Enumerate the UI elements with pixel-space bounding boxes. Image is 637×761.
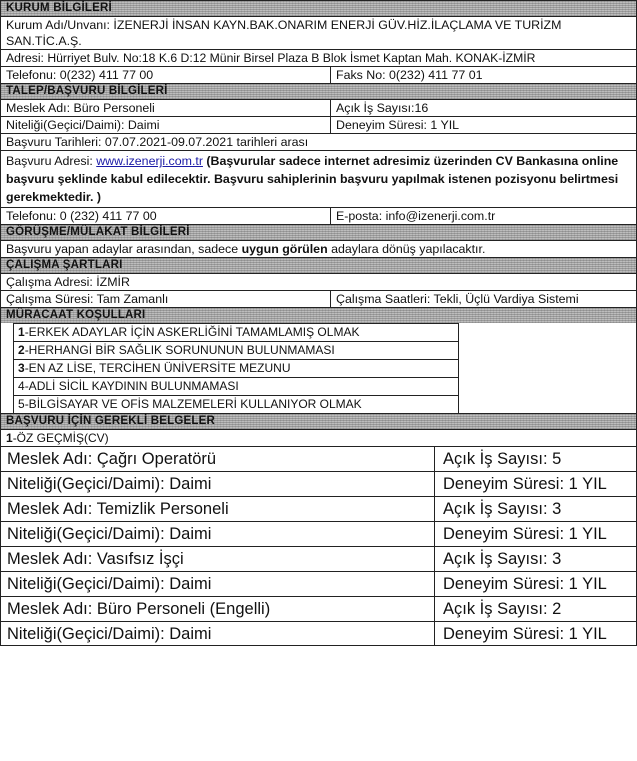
gorusme-text xyxy=(0,240,637,257)
muracaat-item: 2-HERHANGİ BİR SAĞLIK SORUNUNUN BULUNMAMASI xyxy=(13,341,459,359)
talep-meslek: Meslek Adı: Büro Personeli xyxy=(1,100,331,116)
position-deneyim: Deneyim Süresi: 1 YIL xyxy=(443,475,607,493)
section-header-muracaat: MÜRACAAT KOŞULLARI xyxy=(0,307,637,323)
muracaat-item: 5-BİLGİSAYAR VE OFİS MALZEMELERİ KULLANIYOR OLMAK xyxy=(13,395,459,413)
section-header-kurum: KURUM BİLGİLERİ xyxy=(0,0,637,16)
position-2-row-2 xyxy=(0,521,637,546)
position-3-row-2 xyxy=(0,571,637,596)
talep-tarihler: Başvuru Tarihleri: 07.07.2021-09.07.2021 tarihleri arası xyxy=(0,133,637,150)
calisma-saatler: Çalışma Saatleri: Tekli, Üçlü Vardiya Sistemi xyxy=(336,292,579,306)
talep-adres-note: (Başvurular sadece internet adresimiz üzerinden CV Bankasına online başvuru şeklinde kabul edilecektir. Başvuru sahiplerinin başvuru yapılmak istenen pozisyonu belirtmesi gerekmektedir. ) xyxy=(6,154,619,204)
section-header-talep: TALEP/BAŞVURU BİLGİLERİ xyxy=(0,83,637,99)
gorusme-text-bold: uygun görülen xyxy=(241,242,328,256)
position-4-row-2 xyxy=(0,621,637,646)
talep-nitelik: Niteliği(Geçici/Daimi): Daimi xyxy=(1,117,331,133)
position-4-row-1 xyxy=(0,596,637,621)
position-nitelik: Niteliği(Geçici/Daimi): Daimi xyxy=(1,622,435,645)
talep-adres-label: Başvuru Adresi: xyxy=(6,154,93,168)
calisma-adres: Çalışma Adresi: İZMİR xyxy=(0,273,637,290)
muracaat-item: 1-ERKEK ADAYLAR İÇİN ASKERLİĞİNİ TAMAMLAMIŞ OLMAK xyxy=(13,323,459,341)
position-nitelik: Niteliği(Geçici/Daimi): Daimi xyxy=(1,522,435,546)
position-acik: Açık İş Sayısı: 3 xyxy=(443,500,562,518)
belgeler-item: 1-ÖZ GEÇMİŞ(CV) xyxy=(0,429,637,446)
gorusme-text-after: adaylara dönüş yapılacaktır. xyxy=(331,242,486,256)
position-acik: Açık İş Sayısı: 3 xyxy=(443,550,562,568)
position-nitelik: Niteliği(Geçici/Daimi): Daimi xyxy=(1,572,435,596)
talep-row-2 xyxy=(0,116,637,133)
talep-adres xyxy=(0,150,637,207)
section-header-calisma: ÇALIŞMA ŞARTLARI xyxy=(0,257,637,273)
muracaat-item: 3-EN AZ LİSE, TERCİHEN ÜNİVERSİTE MEZUNU xyxy=(13,359,459,377)
talep-phone: Telefonu: 0 (232) 411 77 00 xyxy=(1,208,331,224)
kurum-name-line1: Kurum Adı/Unvanı: İZENERJİ İNSAN KAYN.BAK.ONARIM ENERJİ GÜV.HİZ.İLAÇLAMA VE TURİZM xyxy=(6,18,562,32)
kurum-phone: Telefonu: 0(232) 411 77 00 xyxy=(1,67,331,83)
position-acik: Açık İş Sayısı: 5 xyxy=(443,450,562,468)
talep-deneyim: Deneyim Süresi: 1 YIL xyxy=(336,118,460,132)
muracaat-list xyxy=(0,323,637,413)
position-3-row-1 xyxy=(0,546,637,571)
position-acik: Açık İş Sayısı: 2 xyxy=(443,600,562,618)
kurum-name-line2: SAN.TİC.A.Ş. xyxy=(6,34,82,48)
muracaat-item: 4-ADLİ SİCİL KAYDININ BULUNMAMASI xyxy=(13,377,459,395)
talep-row-1 xyxy=(0,99,637,116)
position-deneyim: Deneyim Süresi: 1 YIL xyxy=(443,525,607,543)
calisma-sure: Çalışma Süresi: Tam Zamanlı xyxy=(1,291,331,307)
kurum-contact-row xyxy=(0,66,637,83)
section-header-belgeler: BAŞVURU İÇİN GEREKLİ BELGELER xyxy=(0,413,637,429)
talep-contact-row xyxy=(0,207,637,224)
kurum-address: Adresi: Hürriyet Bulv. No:18 K.6 D:12 Münir Birsel Plaza B Blok İsmet Kaptan Mah. KONAK-İZMİR xyxy=(0,49,637,66)
section-header-gorusme: GÖRÜŞME/MÜLAKAT BİLGİLERİ xyxy=(0,224,637,240)
calisma-row xyxy=(0,290,637,307)
talep-email: E-posta: info@izenerji.com.tr xyxy=(336,209,496,223)
position-deneyim: Deneyim Süresi: 1 YIL xyxy=(443,625,607,643)
position-meslek: Meslek Adı: Çağrı Operatörü xyxy=(1,447,435,471)
gorusme-text-before: Başvuru yapan adaylar arasından, sadece xyxy=(6,242,239,256)
kurum-fax: Faks No: 0(232) 411 77 01 xyxy=(336,68,483,82)
izenerji-website-link[interactable]: www.izenerji.com.tr xyxy=(96,154,203,168)
position-1-row-2 xyxy=(0,471,637,496)
position-deneyim: Deneyim Süresi: 1 YIL xyxy=(443,575,607,593)
kurum-name xyxy=(0,16,637,49)
position-nitelik: Niteliği(Geçici/Daimi): Daimi xyxy=(1,472,435,496)
position-meslek: Meslek Adı: Vasıfsız İşçi xyxy=(1,547,435,571)
talep-acik-is: Açık İş Sayısı:16 xyxy=(336,101,429,115)
position-meslek: Meslek Adı: Temizlik Personeli xyxy=(1,497,435,521)
position-2-row-1 xyxy=(0,496,637,521)
position-meslek: Meslek Adı: Büro Personeli (Engelli) xyxy=(1,597,435,621)
position-1-row-1 xyxy=(0,446,637,471)
